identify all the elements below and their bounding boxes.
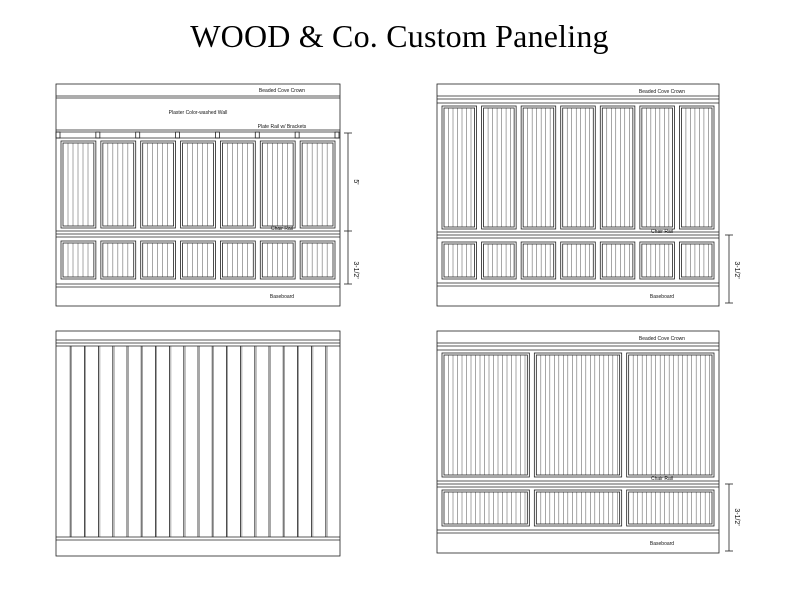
raised-panel (442, 242, 477, 279)
panel-inset (222, 243, 253, 277)
raised-panel (442, 353, 529, 477)
plate-rail-bracket (56, 132, 60, 138)
raised-panel (300, 141, 335, 228)
raised-panel (627, 490, 714, 526)
raised-panel (679, 106, 714, 229)
raised-panel (640, 106, 675, 229)
raised-panel (141, 241, 176, 279)
beadboard-boards (70, 346, 327, 537)
drawing-frame (437, 84, 719, 306)
chair-rail-label: Chair Rail (651, 476, 673, 482)
raised-panel (534, 353, 621, 477)
panel-inset (143, 243, 174, 277)
raised-panel (220, 241, 255, 279)
drawing-wide-panels (437, 331, 733, 553)
baseboard-label: Baseboard (649, 294, 675, 300)
raised-panel (482, 242, 517, 279)
raised-panel (482, 106, 517, 229)
drawing-frame (56, 84, 340, 306)
panel-inset (262, 143, 293, 226)
raised-panel (442, 106, 477, 229)
panel-inset (63, 143, 94, 226)
panel-inset (143, 143, 174, 226)
panel-inset (536, 355, 619, 475)
panel-inset (629, 492, 712, 524)
raised-panel (561, 242, 596, 279)
lower-panels (61, 241, 335, 279)
lower-dimension: 3-1/2' (352, 261, 359, 279)
baseboard-label: Baseboard (649, 541, 675, 547)
raised-panel (442, 490, 529, 526)
raised-panel (61, 141, 96, 228)
crown-label: Beaded Cove Crown (638, 89, 686, 95)
raised-panel (220, 141, 255, 228)
panel-inset (183, 143, 214, 226)
panel-inset (103, 243, 134, 277)
wall-label: Plaster Color-washed Wall (168, 110, 228, 116)
raised-panel (260, 141, 295, 228)
panel-inset (183, 243, 214, 277)
lower-dimension: 3-1/2' (733, 508, 740, 526)
drawing-frame (437, 331, 719, 553)
panel-inset (444, 355, 527, 475)
panel-inset (629, 355, 712, 475)
raised-panel (679, 242, 714, 279)
drawing-beadboard (56, 331, 340, 556)
raised-panel (300, 241, 335, 279)
plate-rail-label: Plate Rail w/ Brackets (257, 124, 307, 130)
raised-panel (61, 241, 96, 279)
raised-panel (600, 106, 635, 229)
drawing-tall-panels (437, 84, 733, 306)
plate-rail-bracket (215, 132, 219, 138)
raised-panel (181, 241, 216, 279)
plate-rail-bracket (136, 132, 140, 138)
plate-rail-bracket (335, 132, 339, 138)
raised-panel (260, 241, 295, 279)
lower-panels (442, 490, 714, 526)
panel-inset (302, 243, 333, 277)
raised-panel (521, 106, 556, 229)
raised-panel (600, 242, 635, 279)
upper-dimension: 5' (352, 179, 359, 185)
panel-inset (262, 243, 293, 277)
raised-panel (561, 106, 596, 229)
crown-label: Beaded Cove Crown (638, 336, 686, 342)
plate-rail-bracket (295, 132, 299, 138)
raised-panel (141, 141, 176, 228)
panel-inset (63, 243, 94, 277)
raised-panel (521, 242, 556, 279)
raised-panel (640, 242, 675, 279)
plate-rail-brackets (56, 132, 339, 138)
plate-rail-bracket (255, 132, 259, 138)
crown-label: Beaded Cove Crown (258, 88, 306, 94)
lower-panels (442, 242, 714, 279)
panel-inset (536, 492, 619, 524)
page-title: WOOD & Co. Custom Paneling (190, 18, 609, 54)
upper-panels (442, 353, 714, 477)
panel-inset (103, 143, 134, 226)
upper-panels (442, 106, 714, 229)
raised-panel (181, 141, 216, 228)
panel-inset (222, 143, 253, 226)
raised-panel (627, 353, 714, 477)
raised-panel (534, 490, 621, 526)
chair-rail-label: Chair Rail (651, 229, 673, 235)
baseboard-label: Baseboard (269, 294, 295, 300)
drawing-plate-rail-panels (56, 84, 352, 306)
plate-rail-bracket (96, 132, 100, 138)
chair-rail-label: Chair Rail (271, 226, 293, 232)
plate-rail-bracket (176, 132, 180, 138)
lower-dimension: 3-1/2' (733, 261, 740, 279)
raised-panel (101, 141, 136, 228)
raised-panel (101, 241, 136, 279)
panel-inset (302, 143, 333, 226)
panel-inset (444, 492, 527, 524)
upper-panels (61, 141, 335, 228)
